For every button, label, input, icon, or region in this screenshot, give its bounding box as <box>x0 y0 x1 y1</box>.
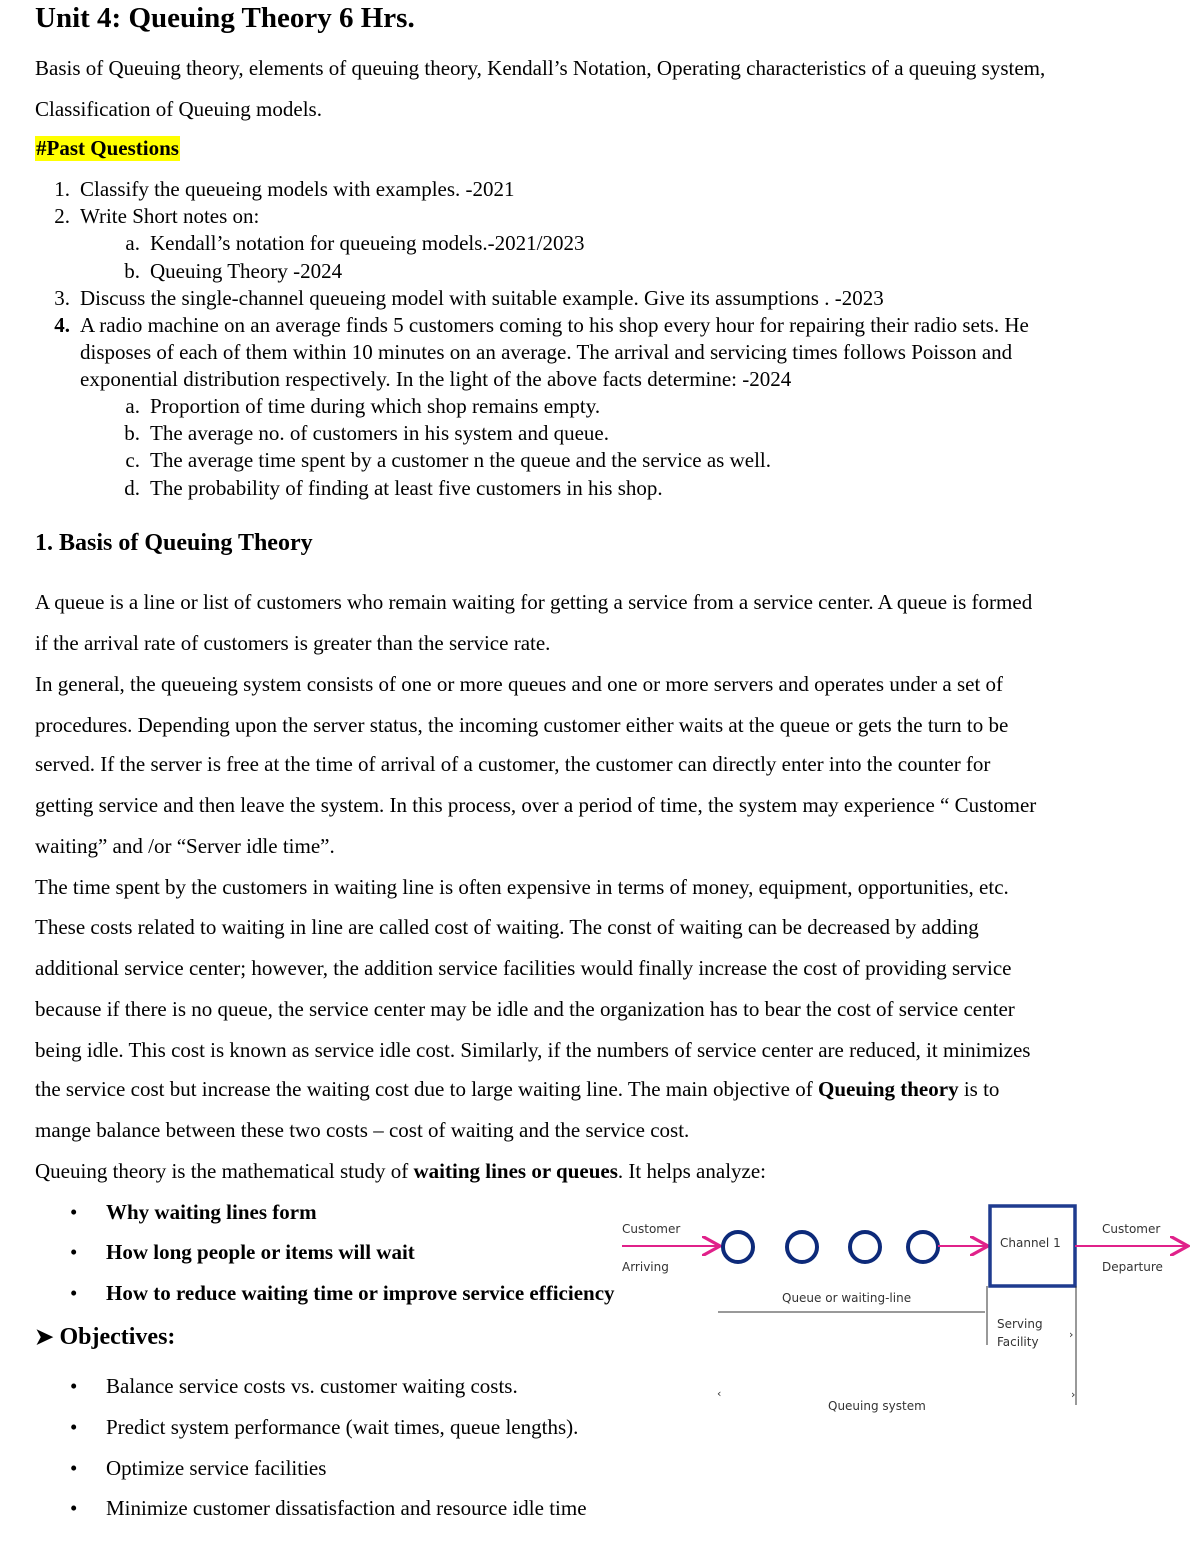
customer-circle-icon <box>850 1232 880 1262</box>
system-left-arrow-icon: ‹ <box>717 1387 722 1400</box>
customer-arriving-label-2: Arriving <box>622 1260 669 1274</box>
bullet-icon: • <box>70 1200 78 1224</box>
system-right-arrow-icon: › <box>1071 1388 1076 1401</box>
bullet-icon: • <box>70 1496 78 1520</box>
bold-term: waiting lines or queues <box>413 1159 618 1183</box>
syllabus-line-1: Basis of Queuing theory, elements of queuing theory, Kendall’s Notation, Operating characteristics of a queuing system, <box>35 56 1046 80</box>
customer-departure-label-1: Customer <box>1102 1222 1161 1236</box>
customer-arriving-label-1: Customer <box>622 1222 681 1236</box>
paragraph-line: Queuing theory is the mathematical study of waiting lines or queues. It helps analyze: <box>35 1159 767 1183</box>
syllabus-line-2: Classification of Queuing models. <box>35 97 322 121</box>
bullet-icon: • <box>70 1456 78 1480</box>
bullet-icon: • <box>70 1240 78 1264</box>
paragraph-line: mange balance between these two costs – cost of waiting and the service cost. <box>35 1118 690 1142</box>
paragraph-line: the service cost but increase the waiting cost due to large waiting line. The main objective of Queuing theory is to <box>35 1077 1000 1101</box>
bullet-icon: • <box>70 1374 78 1398</box>
section-heading: 1. Basis of Queuing Theory <box>35 530 313 556</box>
paragraph-line: A queue is a line or list of customers who remain waiting for getting a service from a service center. A queue is formed <box>35 590 1033 614</box>
paragraph-line: waiting” and /or “Server idle time”. <box>35 834 335 858</box>
paragraph-line: because if there is no queue, the service center may be idle and the organization has to bear the cost of service center <box>35 997 1015 1021</box>
page-title: Unit 4: Queuing Theory 6 Hrs. <box>35 2 415 34</box>
queuing-system-diagram <box>600 1195 1200 1425</box>
objectives-heading: ➤ Objectives: <box>35 1324 176 1350</box>
bullet-icon: • <box>70 1415 78 1439</box>
arrowhead-bullet-icon: ➤ <box>35 1324 54 1349</box>
paragraph-line: if the arrival rate of customers is greater than the service rate. <box>35 631 551 655</box>
customer-departure-label-2: Departure <box>1102 1260 1163 1274</box>
paragraph-line: additional service center; however, the addition service facilities would finally increase the cost of providing service <box>35 956 1012 980</box>
serving-arrow-icon: › <box>1069 1328 1074 1341</box>
bold-term: Queuing theory <box>817 1077 959 1101</box>
paragraph-line: These costs related to waiting in line are called cost of waiting. The const of waiting can be decreased by adding <box>35 915 979 939</box>
paragraph-line: In general, the queueing system consists of one or more queues and one or more servers and operates under a set of <box>35 672 1004 696</box>
customer-circle-icon <box>723 1232 753 1262</box>
bullet-icon: • <box>70 1281 78 1305</box>
serving-facility-label-1: Serving <box>997 1317 1043 1331</box>
customer-circle-icon <box>787 1232 817 1262</box>
customer-circle-icon <box>908 1232 938 1262</box>
queuing-system-label: Queuing system <box>828 1399 926 1413</box>
document-page: Unit 4: Queuing Theory 6 Hrs. Basis of Queuing theory, elements of queuing theory, Kendall’s Notation, Operating characteristics of a queuing system, Classification of Queuing models. #Past Questions 1. Classify the queueing models with examples. -2021 2. Write Short notes on: a. Kendall’s notation for queueing models.-2021/2023 b. Queuing Theory -2024 3. Discuss the single-channel queueing model with suitable example. Give its assumptions . -2023 4. A radio machine on an average finds 5 customers coming to his shop every hour for repairing their radio sets. He disposes of each of them within 10 minutes on an average. The arrival and servicing times follows Poisson and exponential distribution respectively. In the light of the above facts determine: -2024 a. Proportion of time during which shop remains empty. b. The average no. of customers in his system and queue. c. The average time spent by a customer n the queue and the service as well. d. The probability of finding at least five customers in his shop. 1. Basis of Queuing Theory A queue is a line or list of customers who remain waiting for getting a service from a service center. A queue is formed if the arrival rate of customers is greater than the service rate. In general, the queueing system consists of one or more queues and one or more servers and operates under a set of procedures. Depending upon the server status, the incoming customer either waits at the queue or gets the turn to be served. If the server is free at the time of arrival of a customer, the customer can directly enter into the counter for getting service and then leave the system. In this process, over a period of time, the system may experience “ Customer waiting” and /or “Server idle time”. The time spent by the customers in waiting line is often expensive in terms of money, equipment, opportunities, etc. These costs related to waiting in line are called cost of waiting. The const of waiting can be decreased by adding additional service center; however, the addition service facilities would finally increase the cost of providing service because if there is no queue, the service center may be idle and the organization has to bear the cost of service center being idle. This cost is known as service idle cost. Similarly, if the numbers of service center are reduced, it minimizes the service cost but increase the waiting cost due to large waiting line. The main objective of Queuing theory is to mange balance between these two costs – cost of waiting and the service cost. Queuing theory is the mathematical study of waiting lines or queues. It helps analyze: • Why waiting lines form • How long people or items will wait • How to reduce waiting time or improve service efficiency ➤ Objectives: • Balance service costs vs. customer waiting costs. • Predict system performance (wait times, queue lengths). • Optimize service facilities • Minimize customer dissatisfaction and resource idle time Customer Arriving Channel 1 Customer Departure Queue or waiting-line Serving Facility › ‹ › Queuing system <box>0 0 1200 1553</box>
paragraph-line: served. If the server is free at the time of arrival of a customer, the customer can directly enter into the counter for <box>35 752 991 776</box>
paragraph-line: getting service and then leave the system. In this process, over a period of time, the system may experience “ Customer <box>35 793 1037 817</box>
queue-label: Queue or waiting-line <box>782 1291 912 1305</box>
channel-label: Channel 1 <box>1000 1236 1061 1250</box>
paragraph-line: procedures. Depending upon the server status, the incoming customer either waits at the queue or gets the turn to be <box>35 713 1009 737</box>
serving-facility-label-2: Facility <box>997 1335 1039 1349</box>
past-questions-heading: #Past Questions <box>36 136 179 160</box>
paragraph-line: being idle. This cost is known as service idle cost. Similarly, if the numbers of service center are reduced, it minimizes <box>35 1038 1031 1062</box>
paragraph-line: The time spent by the customers in waiting line is often expensive in terms of money, equipment, opportunities, etc. <box>35 875 1009 899</box>
